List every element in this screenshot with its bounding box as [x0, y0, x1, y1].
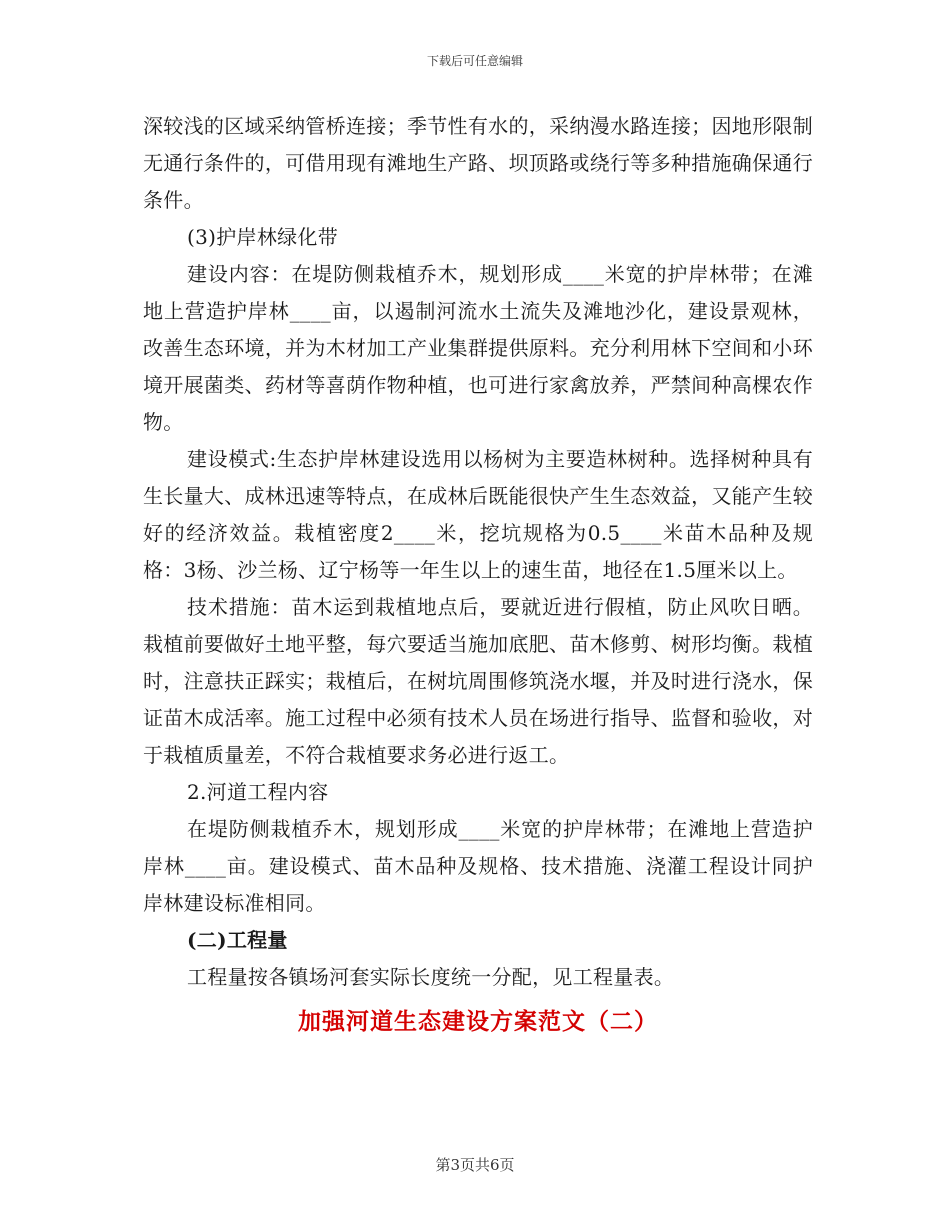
paragraph-river-engineering: 在堤防侧栽植乔木，规划形成____米宽的护岸林带；在滩地上营造护岸林____亩。建设模式、苗木品种及规格、技术措施、浇灌工程设计同护岸林建设标准相同。 — [143, 817, 813, 915]
paragraph-bridge-connection: 深较浅的区域采纳管桥连接；季节性有水的，采纳漫水路连接；因地形限制无通行条件的，可借用现有滩地生产路、坝顶路或绕行等多种措施确保通行条件。 — [143, 114, 813, 212]
paragraph-construction-content: 建设内容：在堤防侧栽植乔木，规划形成____米宽的护岸林带；在滩地上营造护岸林____亩，以遏制河流水土流失及滩地沙化，建设景观林，改善生态环境，并为木材加工产业集群提供原料。充分利用林下空间和小环境开展菌类、药材等喜荫作物种植，也可进行家禽放养，严禁间种高棵农作物。 — [143, 262, 813, 434]
page-number: 第3页共6页 — [435, 1156, 515, 1174]
page-header: 下载后可任意编辑 — [426, 54, 523, 68]
heading-river-engineering: 2.河道工程内容 — [187, 780, 329, 804]
document-body — [143, 108, 813, 1042]
paragraph-construction-mode: 建设模式:生态护岸林建设选用以杨树为主要造林树种。选择树种具有生长量大、成林迅速等特点，在成林后既能很快产生生态效益，又能产生较好的经济效益。栽植密度2____米，挖坑规格为0.5____米苗木品种及规格：3杨、沙兰杨、辽宁杨等一年生以上的速生苗，地径在1.5厘米以上。 — [143, 447, 813, 582]
heading-shelterbelt: (3)护岸林绿化带 — [187, 225, 339, 249]
paragraph-technical-measures: 技术措施：苗木运到栽植地点后，要就近进行假植，防止风吹日晒。栽植前要做好土地平整，每穴要适当施加底肥、苗木修剪、树形均衡。栽植时，注意扶正踩实；栽植后，在树坑周围修筑浇水堰，并及时进行浇水，保证苗木成活率。施工过程中必须有技术人员在场进行指导、监督和验收，对于栽植质量差，不符合栽植要求务必进行返工。 — [143, 595, 813, 767]
heading-quantities: (二)工程量 — [187, 928, 288, 952]
section-title: 加强河道生态建设方案范文（二） — [298, 1008, 658, 1035]
paragraph-quantities: 工程量按各镇场河套实际长度统一分配，见工程量表。 — [187, 965, 675, 989]
